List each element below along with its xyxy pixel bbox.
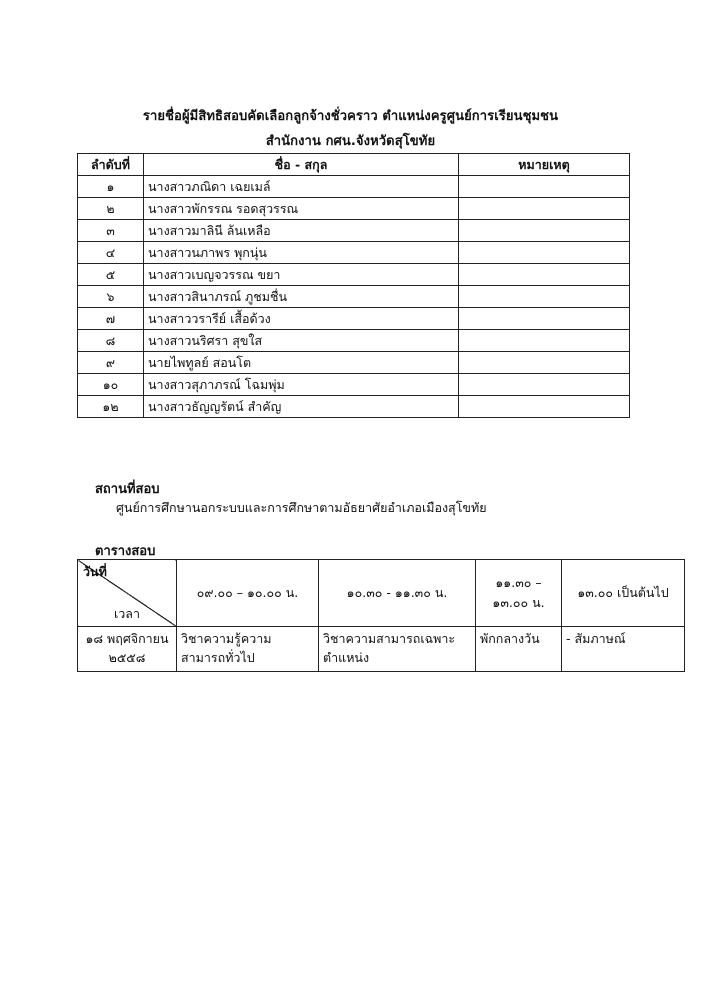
row-number: ๑๐ [78,374,144,396]
table-row [78,198,630,220]
table-row [78,396,630,418]
row-number: ๓ [78,220,144,242]
table-row [78,242,630,264]
row-note [459,396,630,418]
row-name: นางสาวธัญญรัตน์ สำคัญ [144,396,459,418]
schedule-cell: - สัมภาษณ์ [562,627,685,672]
time-slot-header: ๑๑.๓๐ – ๑๓.๐๐ น. [476,560,562,627]
schedule-date: ๑๘ พฤศจิกายน ๒๕๕๘ [78,627,177,672]
document-subtitle: สำนักงาน กศน.จังหวัดสุโขทัย [265,134,436,149]
row-note [459,242,630,264]
row-name: นางสาวมาลินี ล้นเหลือ [144,220,459,242]
row-name: นางสาวสินาภรณ์ ภูชมชื่น [144,286,459,308]
row-name: นางสาวภณิดา เฉยเมล์ [144,176,459,198]
row-number: ๑ [78,176,144,198]
candidate-table [77,153,630,418]
schedule-cell: วิชาความรู้ความสามารถทั่วไป [177,627,319,672]
schedule-corner-cell [78,560,177,627]
table-row [78,176,630,198]
row-note [459,198,630,220]
time-slot-header: ๑๐.๓๐ - ๑๑.๓๐ น. [319,560,476,627]
row-note [459,286,630,308]
header-note: หมายเหตุ [459,154,630,176]
row-note [459,264,630,286]
row-name: นางสาวสุภาภรณ์ โฉมพุ่ม [144,374,459,396]
row-note [459,220,630,242]
row-number: ๑๒ [78,396,144,418]
schedule-heading: ตารางสอบ [95,544,156,559]
table-row [78,264,630,286]
venue-heading: สถานที่สอบ [95,482,160,497]
row-name: นายไพทูลย์ สอนโต [144,352,459,374]
table-row [78,374,630,396]
row-note [459,176,630,198]
schedule-header-row [78,560,685,627]
row-number: ๔ [78,242,144,264]
row-number: ๖ [78,286,144,308]
row-name: นางสาวเบญจวรรณ ขยา [144,264,459,286]
header-name: ชื่อ - สกุล [144,154,459,176]
venue-text: ศูนย์การศึกษานอกระบบและการศึกษาตามอัธยาศัยอำเภอเมืองสุโขทัย [116,500,487,515]
time-slot-header: ๑๓.๐๐ เป็นต้นไป [562,560,685,627]
table-row [78,308,630,330]
row-name: นางสาวนภาพร พุกนุ่น [144,242,459,264]
row-number: ๗ [78,308,144,330]
table-row [78,220,630,242]
table-row [78,286,630,308]
time-slot-header: ๐๙.๐๐ – ๑๐.๐๐ น. [177,560,319,627]
table-row [78,330,630,352]
row-note [459,374,630,396]
row-note [459,352,630,374]
schedule-cell: พักกลางวัน [476,627,562,672]
schedule-row [78,627,685,672]
row-note [459,308,630,330]
row-number: ๕ [78,264,144,286]
corner-time-label: เวลา [114,606,140,621]
schedule-table [77,559,685,672]
corner-date-label: วันที่ [83,564,107,579]
table-row [78,352,630,374]
row-note [459,330,630,352]
row-name: นางสาวพักรรณ รอดสุวรรณ [144,198,459,220]
row-number: ๘ [78,330,144,352]
candidate-table-header [78,154,630,176]
row-name: นางสาวนริศรา สุขใส [144,330,459,352]
row-name: นางสาววรารีย์ เสื้อด้วง [144,308,459,330]
header-order: ลำดับที่ [78,154,144,176]
schedule-cell: วิชาความสามารถเฉพาะตำแหน่ง [319,627,476,672]
row-number: ๒ [78,198,144,220]
row-number: ๙ [78,352,144,374]
document-title: รายชื่อผู้มีสิทธิสอบคัดเลือกลูกจ้างชั่วคราว ตำแหน่งครูศูนย์การเรียนชุมชน [142,109,559,124]
